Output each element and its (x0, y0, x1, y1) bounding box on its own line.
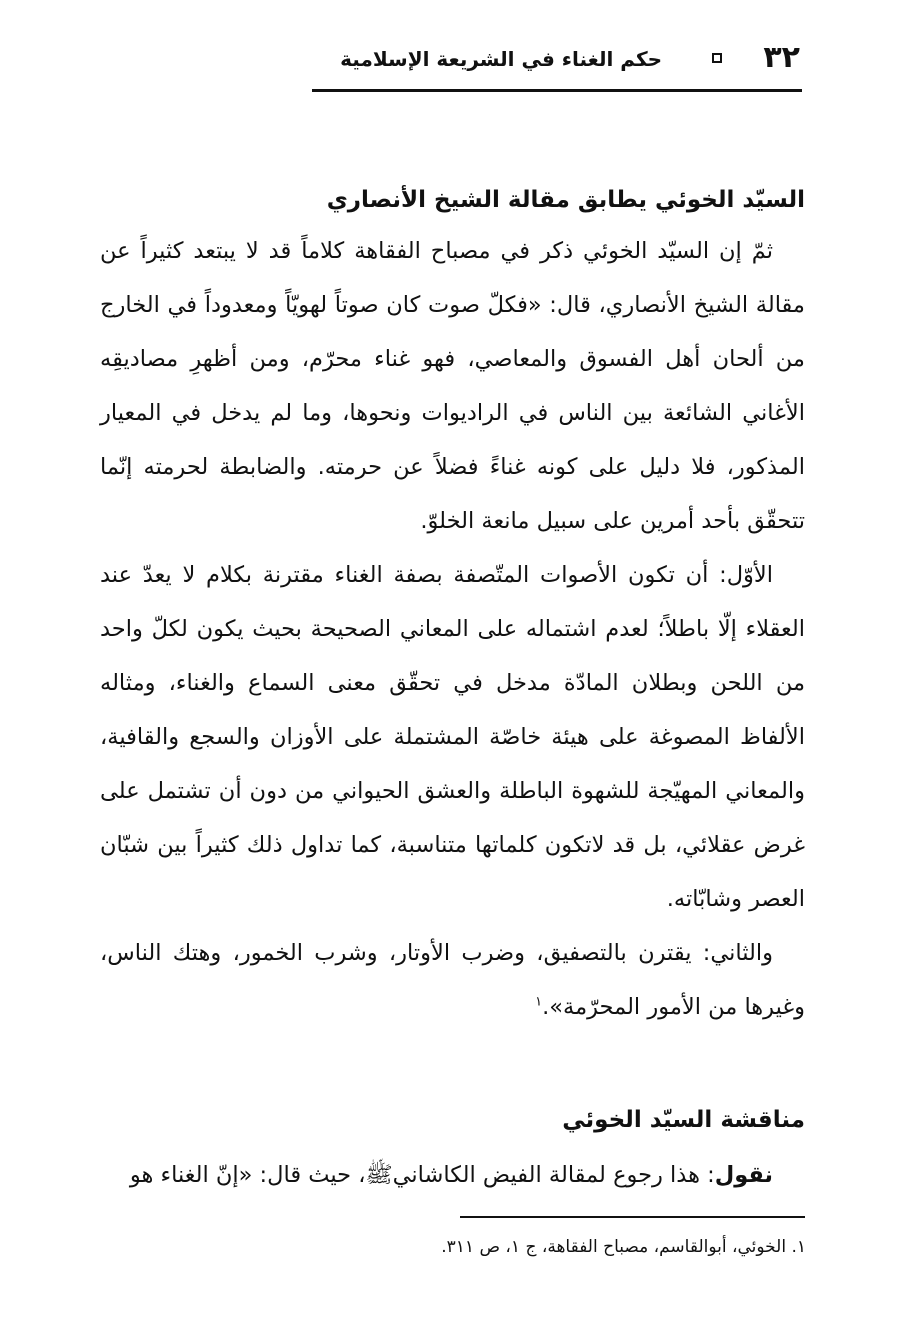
paragraph-text: : هذا رجوع لمقالة الفيض الكاشانيﷺ، حيث قال: «إنّ الغناء هو (129, 1162, 715, 1188)
body-paragraph (100, 926, 805, 1034)
footnote-reference[interactable]: ١ (535, 994, 543, 1010)
footnote-rule (460, 1216, 805, 1218)
section-heading: مناقشة السيّد الخوئي (562, 1107, 805, 1133)
page-body (100, 178, 805, 1202)
lead-word: نقول (714, 1162, 773, 1188)
footnote: ١. الخوئي، أبوالقاسم، مصباح الفقاهة، ج ١، ص ٣١١. (441, 1237, 806, 1257)
body-paragraph (100, 1148, 805, 1202)
header-rule (312, 89, 802, 92)
page-number: ٣٢ (763, 40, 800, 75)
body-paragraph: الأوّل: أن تكون الأصوات المتّصفة بصفة الغناء مقترنة بكلام لا يعدّ عند العقلاء إلّا باطلاً؛ لعدم اشتماله على المعاني الصحيحة بحيث يكون لكلّ واحد من اللحن وبطلان المادّة مدخل في تحقّق معنى السماع والغناء، ومثاله الألفاظ المصوغة على هيئة خاصّة المشتملة على الأوزان والسجع والقافية، والمعاني المهيّجة للشهوة الباطلة والعشق الحيواني من دون أن تشتمل على غرض عقلائي، بل قد لاتكون كلماتها متناسبة، كما تداول ذلك كثيراً بين شبّان العصر وشابّاته. (100, 562, 805, 912)
paragraph-text: والثاني: يقترن بالتصفيق، وضرب الأوتار، وشرب الخمور، وهتك الناس، وغيرها من الأمور المحرّمة». (100, 940, 805, 1020)
page-header (312, 36, 802, 94)
square-separator-icon (712, 53, 722, 63)
body-paragraph: ثمّ إن السيّد الخوئي ذكر في مصباح الفقاهة كلاماً قد لا يبتعد كثيراً عن مقالة الشيخ الأنصاري، قال: «فكلّ صوت كان صوتاً لهويّاً ومعدوداً في الخارج من ألحان أهل الفسوق والمعاصي، فهو غناء محرّم، ومن أظهرِ مصاديقِه الأغاني الشائعة بين الناس في الراديوات ونحوها، وما لم يدخل في المعيار المذكور، فلا دليل على كونه غناءً فضلاً عن حرمته. والضابطة لحرمته إنّما تتحقّق بأحد أمرين على سبيل مانعة الخلوّ. (100, 238, 805, 534)
section-heading: السيّد الخوئي يطابق مقالة الشيخ الأنصاري (326, 187, 805, 213)
running-title: حكم الغناء في الشريعة الإسلامية (340, 47, 662, 71)
